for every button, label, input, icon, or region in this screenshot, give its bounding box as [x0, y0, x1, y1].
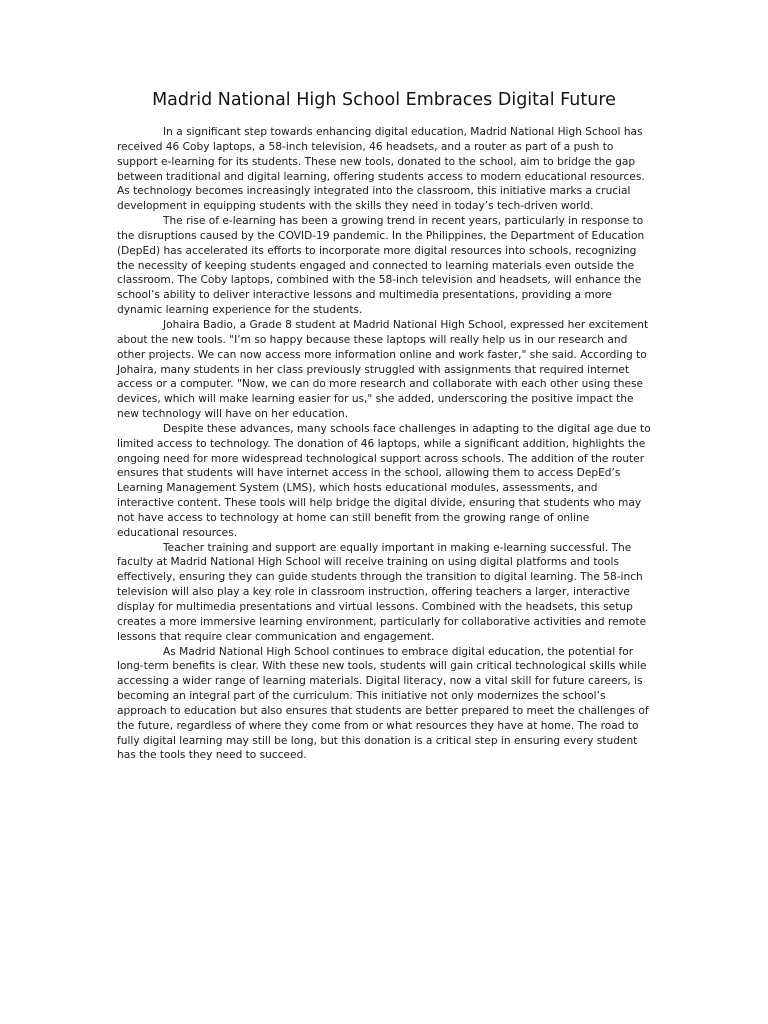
- paragraph-1: In a significant step towards enhancing digital education, Madrid National High School has received 46 Coby laptops, a 58-inch television, 46 headsets, and a router as part of a push to support e-learning for its students. These new tools, donated to the school, aim to bridge the gap between traditional and digital learning, offering students access to modern educational resources. As technology becomes increasingly integrated into the classroom, this initiative marks a crucial development in equipping students with the skills they need in today’s tech-driven world.: [117, 126, 645, 213]
- paragraph-2: The rise of e-learning has been a growing trend in recent years, particularly in response to the disruptions caused by the COVID-19 pandemic. In the Philippines, the Department of Education (DepEd) has accelerated its efforts to incorporate more digital resources into schools, recognizing the necessity of keeping students engaged and connected to learning materials even outside the classroom. The Coby laptops, combined with the 58-inch television and headsets, will enhance the school’s ability to deliver interactive lessons and multimedia presentations, providing a more dynamic learning experience for the students.: [117, 215, 645, 317]
- paragraph-6: As Madrid National High School continues to embrace digital education, the potential for long-term benefits is clear. With these new tools, students will gain critical technological skills while accessing a wider range of learning materials. Digital literacy, now a vital skill for future careers, is becoming an integral part of the curriculum. This initiative not only modernizes the school’s approach to education but also ensures that students are better prepared to meet the challenges of the future, regardless of where they come from or what resources they have at home. The road to fully digital learning may still be long, but this donation is a critical step in ensuring every student has the tools they need to succeed.: [117, 645, 649, 762]
- paragraph-5: Teacher training and support are equally important in making e-learning successful. The faculty at Madrid National High School will receive training on using digital platforms and tools effectively, ensuring they can guide students through the transition to digital learning. The 58-inch television will also play a key role in classroom instruction, offering teachers a larger, interactive display for multimedia presentations and virtual lessons. Combined with the headsets, this setup creates a more immersive learning environment, particularly for collaborative activities and remote lessons that require clear communication and engagement.: [117, 541, 647, 643]
- paragraph-4: Despite these advances, many schools face challenges in adapting to the digital age due to limited access to technology. The donation of 46 laptops, while a significant addition, highlights the ongoing need for more widespread technological support across schools. The addition of the router ensures that students will have internet access in the school, allowing them to access DepEd’s Learning Management System (LMS), which hosts educational modules, assessments, and interactive content. These tools will help bridge the digital divide, ensuring that students who may not have access to technology at home can still benefit from the growing range of online educational resources.: [117, 422, 651, 539]
- article-body: [117, 125, 651, 763]
- paragraph-3: Johaira Badio, a Grade 8 student at Madrid National High School, expressed her excitement about the new tools. "I’m so happy because these laptops will really help us in our research and other projects. We can now access more information online and work faster," she said. According to Johaira, many students in her class previously struggled with assignments that required internet access or a computer. "Now, we can do more research and collaborate with each other using these devices, which will make learning easier for us," she added, underscoring the positive impact the new technology will have on her education.: [117, 318, 649, 421]
- page-title: Madrid National High School Embraces Digital Future: [152, 90, 616, 110]
